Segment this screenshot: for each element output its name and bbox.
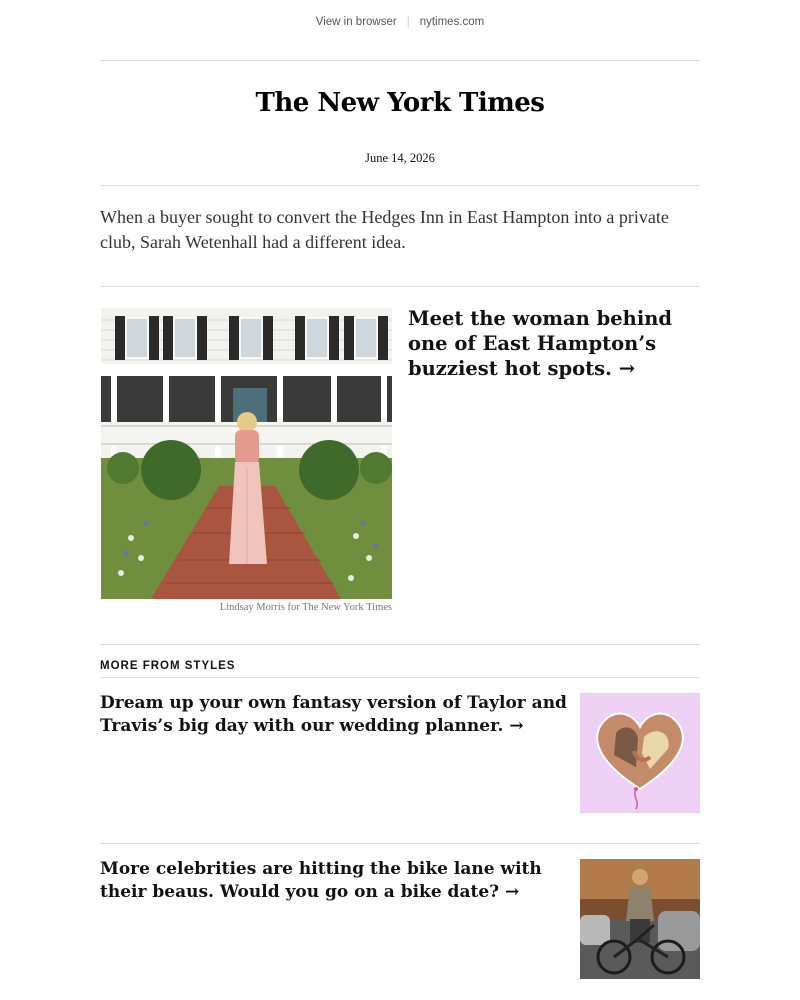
view-in-browser-link[interactable]: View in browser xyxy=(315,16,397,28)
divider xyxy=(100,286,700,287)
hero-image[interactable] xyxy=(101,308,392,599)
divider xyxy=(100,677,700,678)
section-label: MORE FROM STYLES xyxy=(100,660,236,672)
story-headline-link[interactable]: Dream up your own fantasy version of Taylor and Travis’s big day with our wedding planner. → xyxy=(100,693,567,736)
divider xyxy=(100,843,700,844)
hero-headline-link[interactable]: Meet the woman behind one of East Hampton’s buzziest hot spots. → xyxy=(408,307,673,380)
divider xyxy=(100,644,700,645)
story-headline-link[interactable]: More celebrities are hitting the bike lane with their beaus. Would you go on a bike date? → xyxy=(100,859,542,902)
photo-credit: Lindsay Morris for The New York Times xyxy=(219,602,392,613)
issue-date: June 14, 2026 xyxy=(365,151,435,165)
story-thumbnail-wedding[interactable] xyxy=(580,693,700,813)
intro-text: When a buyer sought to convert the Hedges Inn in East Hampton into a private club, Sarah Wetenhall had a different idea. xyxy=(100,207,669,252)
masthead-logo[interactable]: The New York Times xyxy=(255,88,545,118)
story-thumbnail-bike[interactable] xyxy=(580,859,700,979)
divider xyxy=(100,60,700,61)
top-links xyxy=(100,16,700,28)
nytimes-link[interactable]: nytimes.com xyxy=(419,16,485,28)
divider xyxy=(100,185,700,186)
link-separator: | xyxy=(406,16,410,28)
